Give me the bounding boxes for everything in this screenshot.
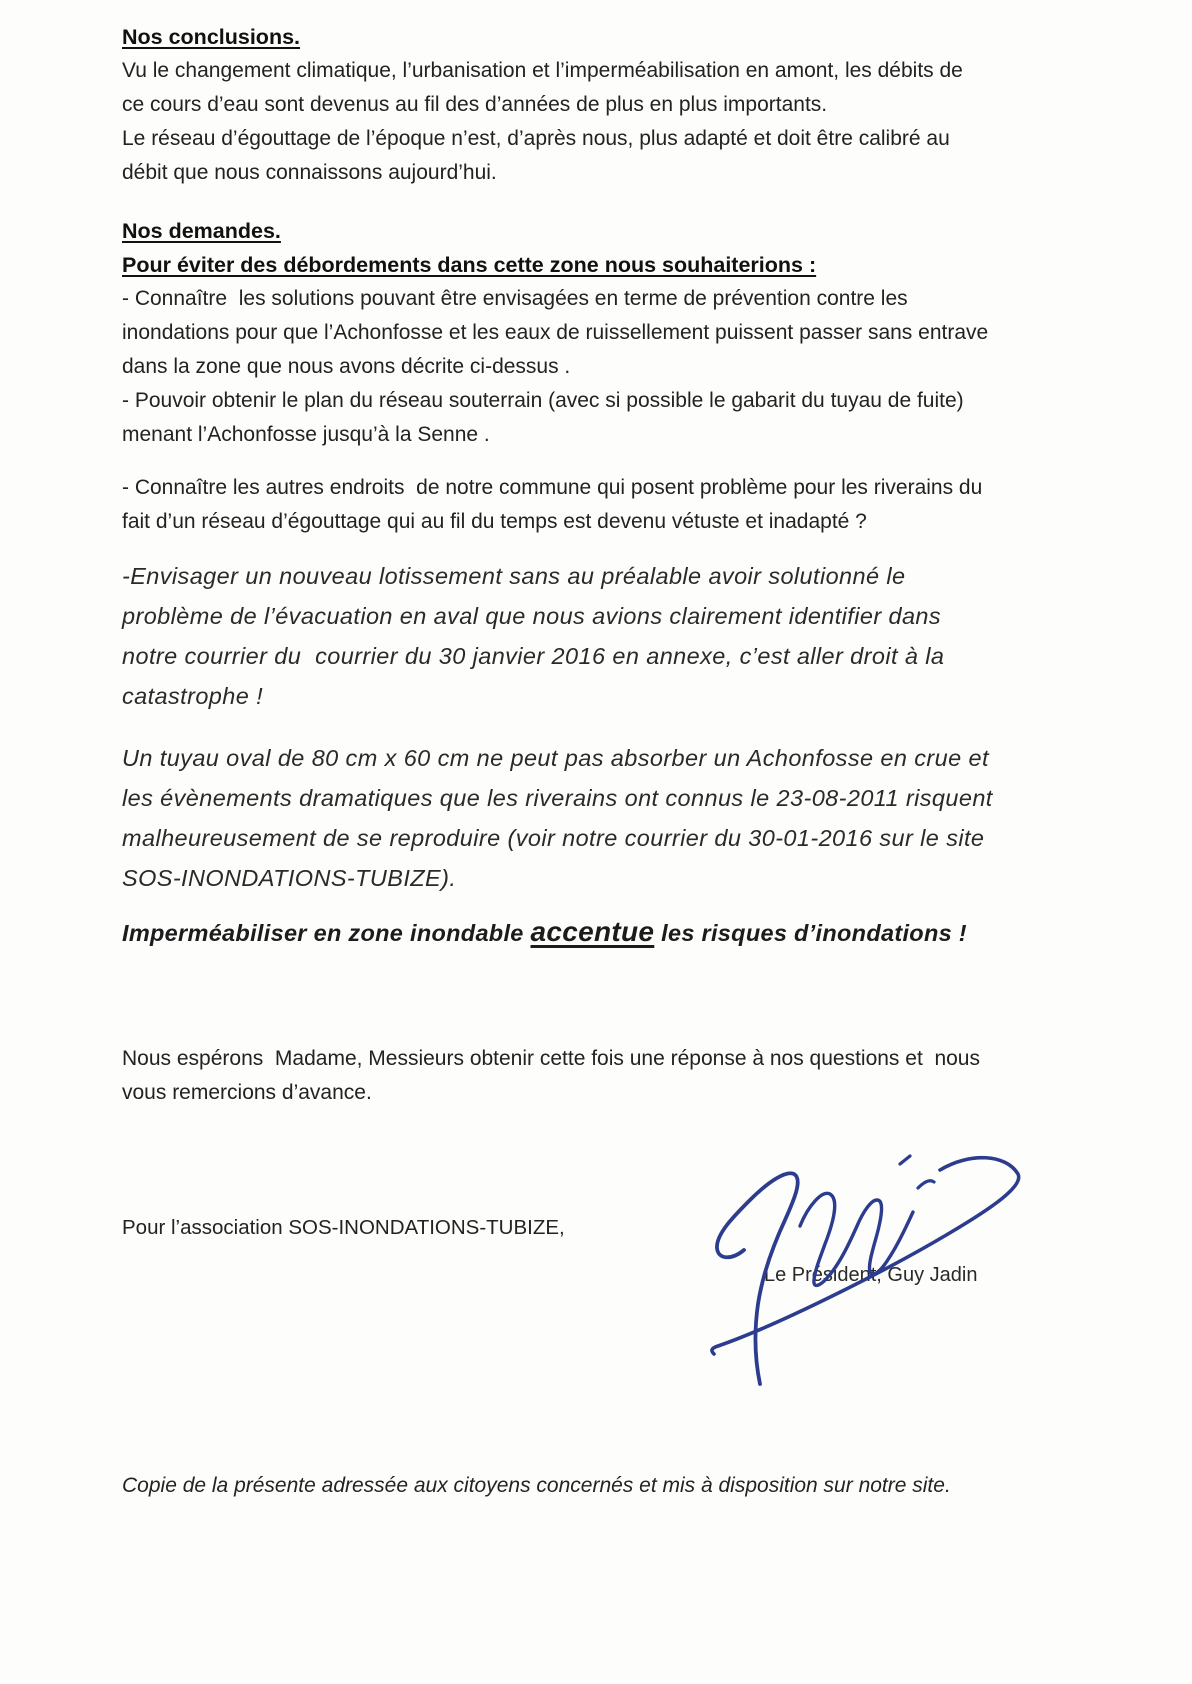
paragraph-line: SOS-INONDATIONS-TUBIZE). (122, 865, 457, 891)
president-name: Le Président, Guy Jadin (764, 1264, 978, 1286)
demandes-paragraph-1 (122, 282, 988, 452)
paragraph-line: Un tuyau oval de 80 cm x 60 cm ne peut pas absorber un Achonfosse en crue et (122, 745, 989, 771)
paragraph-line: - Connaître les autres endroits de notre commune qui posent problème pour les riverains du (122, 476, 983, 499)
paragraph-line: notre courrier du courrier du 30 janvier 2016 en annexe, c’est aller droit à la (122, 643, 945, 669)
paragraph-line: débit que nous connaissons aujourd’hui. (122, 161, 497, 184)
warning-tuyau-paragraph (122, 738, 993, 898)
paragraph-line: vous remercions d’avance. (122, 1081, 372, 1104)
demandes-heading: Nos demandes. (122, 219, 281, 243)
paragraph-line: malheureusement de se reproduire (voir notre courrier du 30-01-2016 sur le site (122, 825, 985, 851)
paragraph-line: -Envisager un nouveau lotissement sans au préalable avoir solutionné le (122, 563, 906, 589)
paragraph-line: catastrophe ! (122, 683, 264, 709)
paragraph-line: - Pouvoir obtenir le plan du réseau souterrain (avec si possible le gabarit du tuyau de fuite) (122, 389, 964, 412)
handwritten-signature-icon (648, 1128, 1058, 1418)
copy-distribution-note: Copie de la présente adressée aux citoyens concernés et mis à disposition sur notre site. (122, 1474, 951, 1497)
paragraph-line: - Connaître les solutions pouvant être envisagées en terme de prévention contre les (122, 287, 908, 310)
paragraph-line: inondations pour que l’Achonfosse et les eaux de ruissellement puissent passer sans entrave (122, 321, 989, 344)
paragraph-line: dans la zone que nous avons décrite ci-dessus . (122, 355, 571, 378)
paragraph-line: problème de l’évacuation en aval que nous avions clairement identifier dans (122, 603, 942, 629)
warning-lotissement-paragraph (122, 556, 944, 716)
emphasis-underlined-word: accentue (530, 916, 655, 947)
paragraph-line: menant l’Achonfosse jusqu’à la Senne . (122, 423, 490, 446)
conclusions-paragraph (122, 54, 963, 190)
paragraph-line: les évènements dramatiques que les riverains ont connus le 23-08-2011 risquent (122, 785, 993, 811)
paragraph-line: ce cours d’eau sont devenus au fil des d’années de plus en plus importants. (122, 93, 828, 116)
emphasis-before-text: Imperméabiliser en zone inondable (122, 920, 531, 946)
emphasis-statement (122, 912, 967, 953)
conclusions-heading: Nos conclusions. (122, 25, 301, 49)
closing-paragraph (122, 1042, 980, 1110)
demandes-paragraph-2 (122, 471, 982, 539)
association-signoff: Pour l’association SOS-INONDATIONS-TUBIZE, (122, 1216, 565, 1239)
demandes-subheading: Pour éviter des débordements dans cette zone nous souhaiterions : (122, 253, 817, 277)
paragraph-line: Nous espérons Madame, Messieurs obtenir cette fois une réponse à nos questions et nous (122, 1047, 980, 1070)
paragraph-line: Vu le changement climatique, l’urbanisation et l’imperméabilisation en amont, les débits de (122, 59, 963, 82)
emphasis-after-text: les risques d’inondations ! (654, 920, 967, 946)
paragraph-line: fait d’un réseau d’égouttage qui au fil du temps est devenu vétuste et inadapté ? (122, 510, 867, 533)
paragraph-line: Le réseau d’égouttage de l’époque n’est, d’après nous, plus adapté et doit être calibré au (122, 127, 950, 150)
